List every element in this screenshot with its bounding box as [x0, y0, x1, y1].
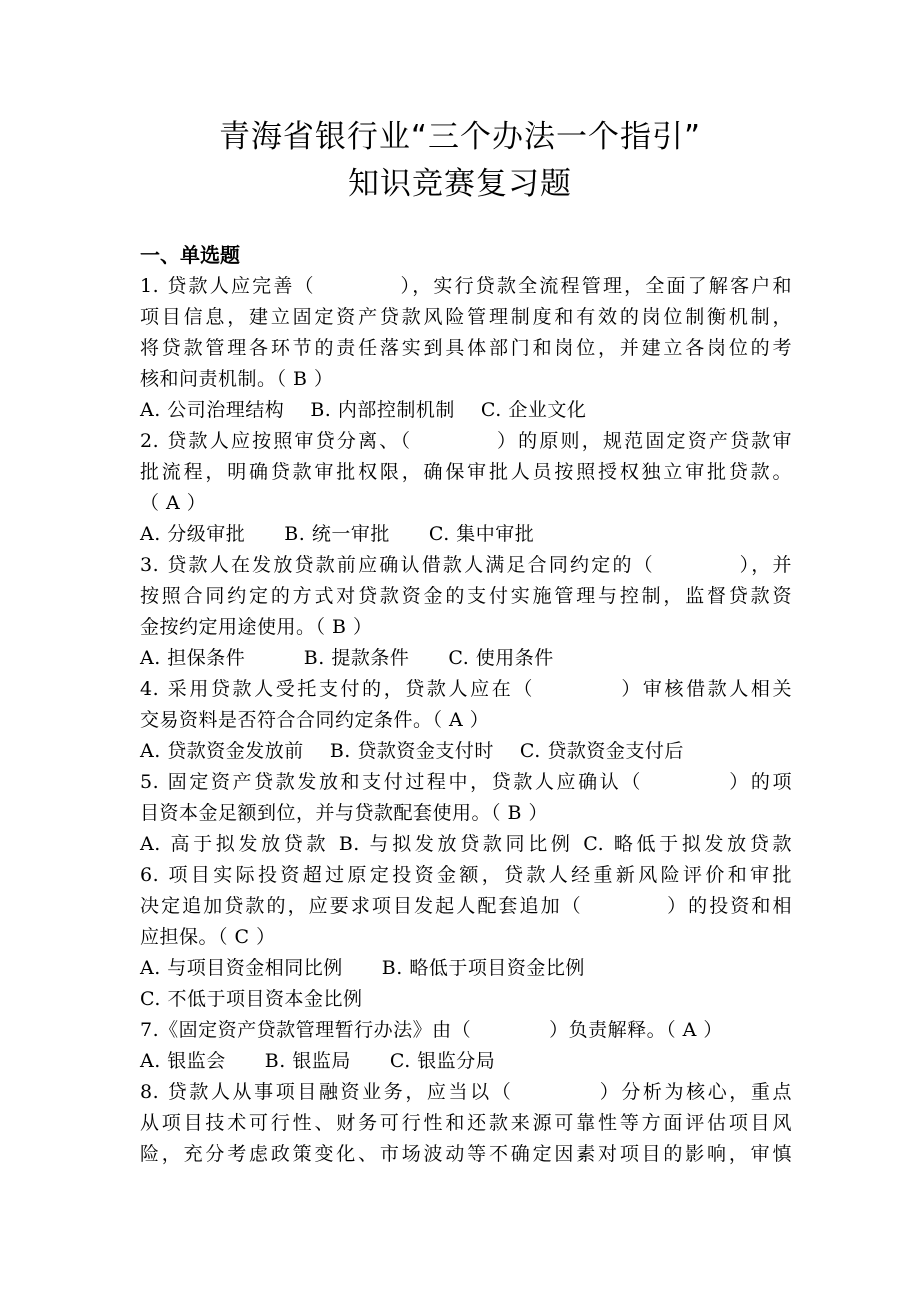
- text-line: 2. 贷款人应按照审贷分离、（ ）的原则，规范固定资产贷款审: [140, 430, 792, 452]
- options-line: A. 贷款资金发放前 B. 贷款资金支付时 C. 贷款资金支付后: [140, 740, 684, 762]
- text-line: 4. 采用贷款人受托支付的，贷款人应在（ ）审核借款人相关: [140, 678, 792, 700]
- options-line: C. 不低于项目资本金比例: [140, 988, 363, 1010]
- text-line: 3. 贷款人在发放贷款前应确认借款人满足合同约定的（ ），并: [140, 554, 792, 576]
- text-line: 按照合同约定的方式对贷款资金的支付实施管理与控制，监督贷款资: [140, 585, 792, 607]
- text-line: 项目信息，建立固定资产贷款风险管理制度和有效的岗位制衡机制，: [140, 306, 792, 328]
- options-line: A. 高于拟发放贷款 B. 与拟发放贷款同比例 C. 略低于拟发放贷款: [140, 833, 792, 855]
- options-line: A. 与项目资金相同比例 B. 略低于项目资金比例: [140, 957, 585, 979]
- text-line: 8. 贷款人从事项目融资业务，应当以（ ）分析为核心，重点: [140, 1081, 792, 1103]
- answer-line: （ A ）: [140, 492, 207, 514]
- document-title-line-2: 知识竞赛复习题: [348, 166, 572, 202]
- answer-line: 目资本金足额到位，并与贷款配套使用。（ B ）: [140, 802, 549, 824]
- text-line: 1. 贷款人应完善（ ），实行贷款全流程管理，全面了解客户和: [140, 275, 792, 297]
- question-body: [140, 271, 792, 1170]
- answer-line: 交易资料是否符合合同约定条件。（ A ）: [140, 709, 490, 731]
- document-title-line-1: 青海省银行业“三个办法一个指引”: [218, 119, 702, 155]
- options-line: A. 担保条件 B. 提款条件 C. 使用条件: [140, 647, 554, 669]
- text-line: 从项目技术可行性、财务可行性和还款来源可靠性等方面评估项目风: [140, 1112, 792, 1134]
- text-line: 将贷款管理各环节的责任落实到具体部门和岗位，并建立各岗位的考: [140, 337, 792, 359]
- text-line: 险，充分考虑政策变化、市场波动等不确定因素对项目的影响，审慎: [140, 1143, 792, 1165]
- text-line: 6. 项目实际投资超过原定投资金额，贷款人经重新风险评价和审批: [140, 864, 792, 886]
- text-line: 5. 固定资产贷款发放和支付过程中，贷款人应确认（ ）的项: [140, 771, 792, 793]
- answer-line: 金按约定用途使用。（ B ）: [140, 616, 373, 638]
- options-line: A. 公司治理结构 B. 内部控制机制 C. 企业文化: [140, 399, 587, 421]
- options-line: A. 分级审批 B. 统一审批 C. 集中审批: [140, 523, 535, 545]
- answer-line: 应担保。（ C ）: [140, 926, 276, 948]
- options-line: A. 银监会 B. 银监局 C. 银监分局: [140, 1050, 496, 1072]
- text-line: 决定追加贷款的，应要求项目发起人配套追加（ ）的投资和相: [140, 895, 792, 917]
- text-line: 7.《固定资产贷款管理暂行办法》由（ ）负责解释。（ A ）: [140, 1019, 723, 1041]
- answer-line: 核和问责机制。（ B ）: [140, 368, 334, 390]
- section-heading-single-choice: 一、单选题: [140, 243, 240, 267]
- text-line: 批流程，明确贷款审批权限，确保审批人员按照授权独立审批贷款。: [140, 461, 792, 483]
